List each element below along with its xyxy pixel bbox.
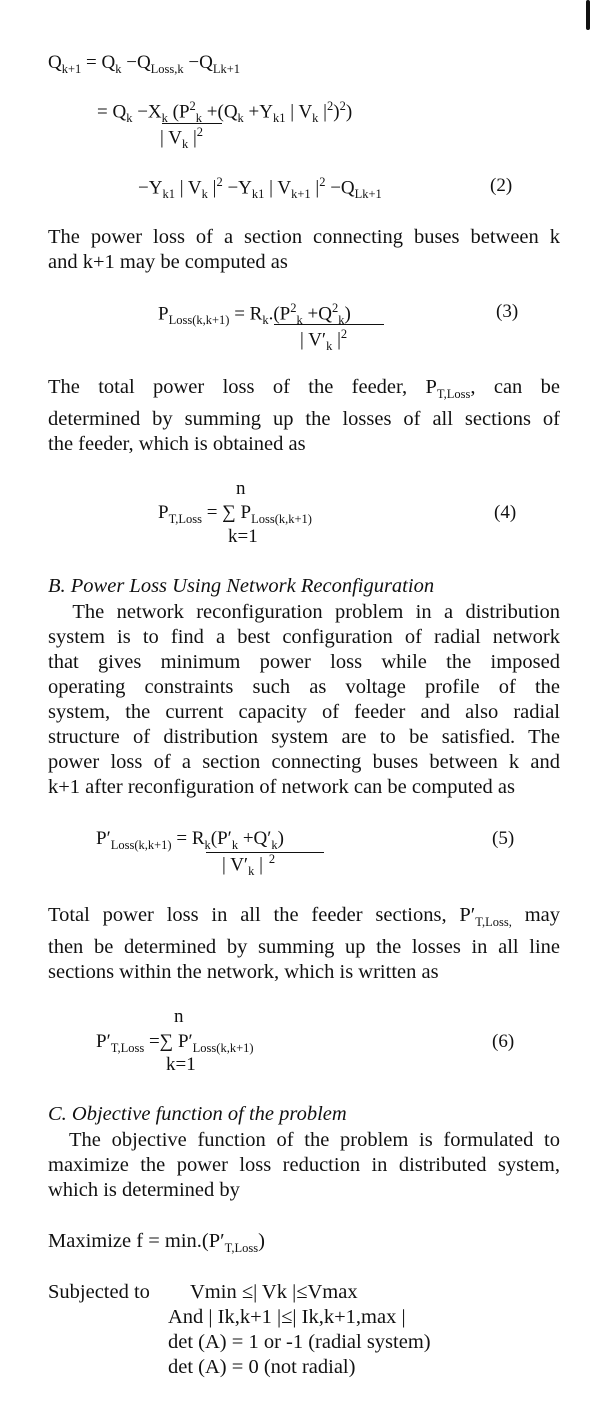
section-heading-b: B. Power Loss Using Network Reconfiguration <box>48 575 435 597</box>
equation-3-denominator: | $V'_k$ $|^2$ <box>300 327 348 354</box>
paragraph: The total power loss of the feeder, $P_{T,Loss}$, can be determined by summing up the losses of all sections of the feeder, which is obtained as <box>48 376 560 456</box>
paragraph: The network reconfiguration problem in a distribution system is to find a best configuration of radial network that gives minimum power loss while the imposed operating constraints such as voltage profile of the system, the current capacity of feeder and also radial structure of distribution system are to be satisfied. The power loss of a section connecting buses between k and k+1 after reconfiguration of network can be computed as <box>48 601 560 798</box>
fraction-bar <box>162 123 222 124</box>
equation-3-numerator: $P_{Loss(k,k+1)} = R_k.(P^2_k +Q^2_k)$ <box>158 301 351 328</box>
equation-5-denominator: | $V'_k$ | $^2$ <box>222 852 276 879</box>
constraint-voltage: Vmin ≤| Vk |≤Vmax <box>190 1281 358 1303</box>
equation-6: $P'_{T,Loss}$ =∑ $P'_{Loss(k,k+1)}$ <box>96 1031 254 1055</box>
constraint-not-radial: det (A) = 0 (not radial) <box>168 1356 356 1378</box>
equation-number: (4) <box>494 502 517 523</box>
paragraph: The power loss of a section connecting buses between k and k+1 may be computed as <box>48 226 560 273</box>
equation-number: (5) <box>492 828 515 849</box>
sum-upper-limit: n <box>174 1006 184 1027</box>
paragraph: The objective function of the problem is formulated to maximize the power loss reduction in distributed system, which is determined by <box>48 1129 560 1201</box>
equation-5-numerator: $P'_{Loss(k,k+1)} = R_k(P'_k +Q'_k)$ <box>96 828 284 852</box>
equation-2-denominator: | $V_k$ $|^2$ <box>160 125 203 152</box>
fraction-bar <box>274 324 384 325</box>
constraint-radial: det (A) = 1 or -1 (radial system) <box>168 1331 431 1353</box>
equation-4: $P_{T,Loss}$ = ∑ $P_{Loss(k,k+1)}$ <box>158 502 312 526</box>
sum-lower-limit: k=1 <box>228 526 258 547</box>
section-heading-c: C. Objective function of the problem <box>48 1103 347 1125</box>
equation-number: (3) <box>496 301 519 322</box>
constraints-label: Subjected to <box>48 1281 150 1303</box>
constraint-current: And | Ik,k+1 |≤| Ik,k+1,max | <box>168 1306 406 1328</box>
equation-2-line-1: $Q_{k+1} = Q_k -Q_{Loss,k} -Q_{Lk+1}$ <box>48 52 241 76</box>
paragraph: Total power loss in all the feeder sections, $P'_{T,Loss,}$ may then be determined by summing up the losses in all line sections within the network, which is written as <box>48 904 560 984</box>
equation-number: (6) <box>492 1031 515 1052</box>
objective-function: Maximize $f = \min.(P'_{T,Loss})$ <box>48 1230 265 1256</box>
equation-number: (2) <box>490 175 513 196</box>
sum-upper-limit: n <box>236 478 246 499</box>
equation-2-line-3: $-Y_{k1}$ | $V_k$ $|^2 -Y_{k1}$ | $V_{k+1}$ $|^2 -Q_{Lk+1}$ <box>138 175 382 202</box>
page-edge-mark <box>586 0 590 30</box>
sum-lower-limit: k=1 <box>166 1054 196 1075</box>
equation-2-line-2: = $Q_k -X_k$ ($P^2_k +(Q_k +Y_{k1}$ | $V_k$ $|^2)^2$) <box>97 99 353 126</box>
